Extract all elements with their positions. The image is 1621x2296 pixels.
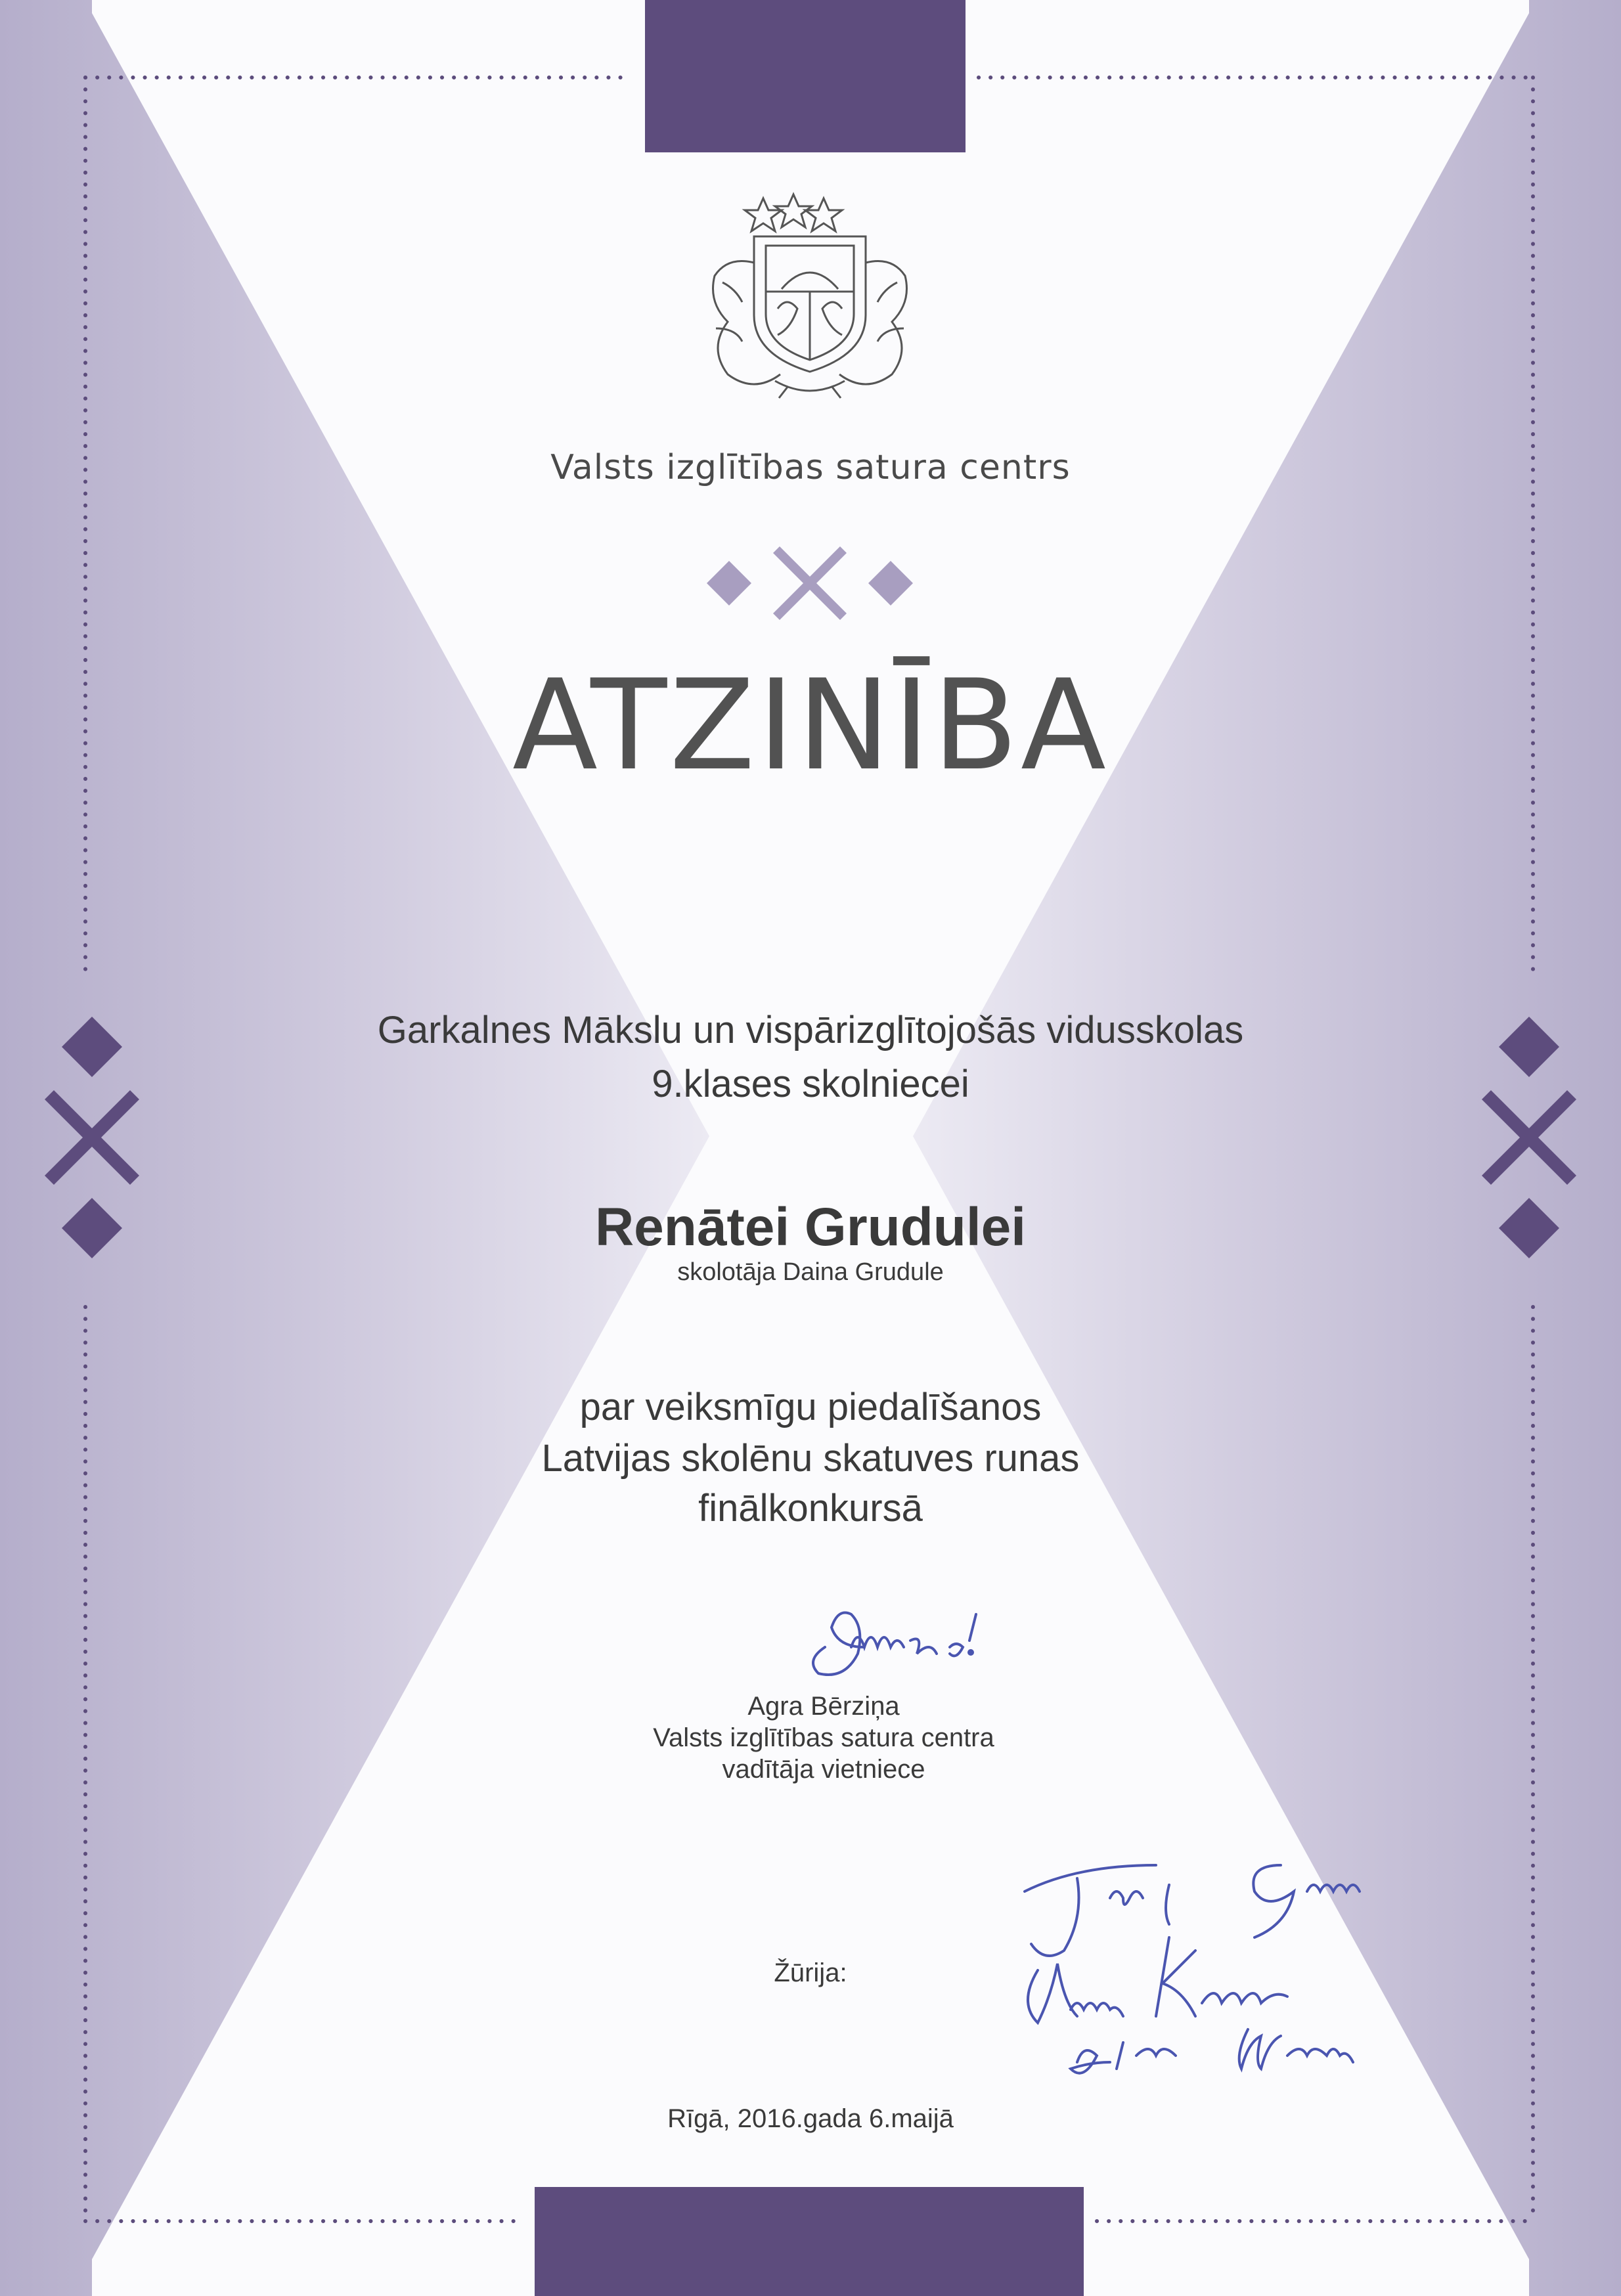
issuer-name: Valsts izglītības satura centrs [550, 448, 1071, 487]
jury-signature-marks [998, 1839, 1458, 2102]
jury-signatures [998, 1839, 1458, 2105]
reason-line-2: Latvijas skolēnu skatuves runas [541, 1437, 1080, 1480]
signatory-organization: Valsts izglītības satura centra [653, 1723, 994, 1752]
signatory-signature [799, 1601, 1009, 1683]
center-ornament [707, 546, 913, 620]
recipient-name: Renātei Grudulei [594, 1197, 1027, 1257]
signatory-name: Agra Bērziņa [747, 1692, 900, 1721]
signatory-position: vadītāja vietniece [722, 1755, 925, 1784]
certificate-title: ATZINĪBA [512, 653, 1109, 798]
top-tab [645, 0, 966, 152]
jury-label: Žūrija: [774, 1958, 847, 1987]
reason-line-3: finālkonkursā [698, 1487, 923, 1530]
recipient-school: Garkalnes Mākslu un vispārizglītojošās vidusskolas [377, 1009, 1244, 1051]
bottom-tab [535, 2187, 1084, 2296]
issue-date: Rīgā, 2016.gada 6.maijā [667, 2104, 954, 2133]
coat-of-arms-icon [713, 194, 907, 398]
recipient-class: 9.klases skolniecei [652, 1063, 969, 1105]
teacher-name: skolotāja Daina Grudule [677, 1258, 944, 1286]
reason-line-1: par veiksmīgu piedalīšanos [579, 1386, 1042, 1428]
signature-mark [799, 1601, 1009, 1680]
